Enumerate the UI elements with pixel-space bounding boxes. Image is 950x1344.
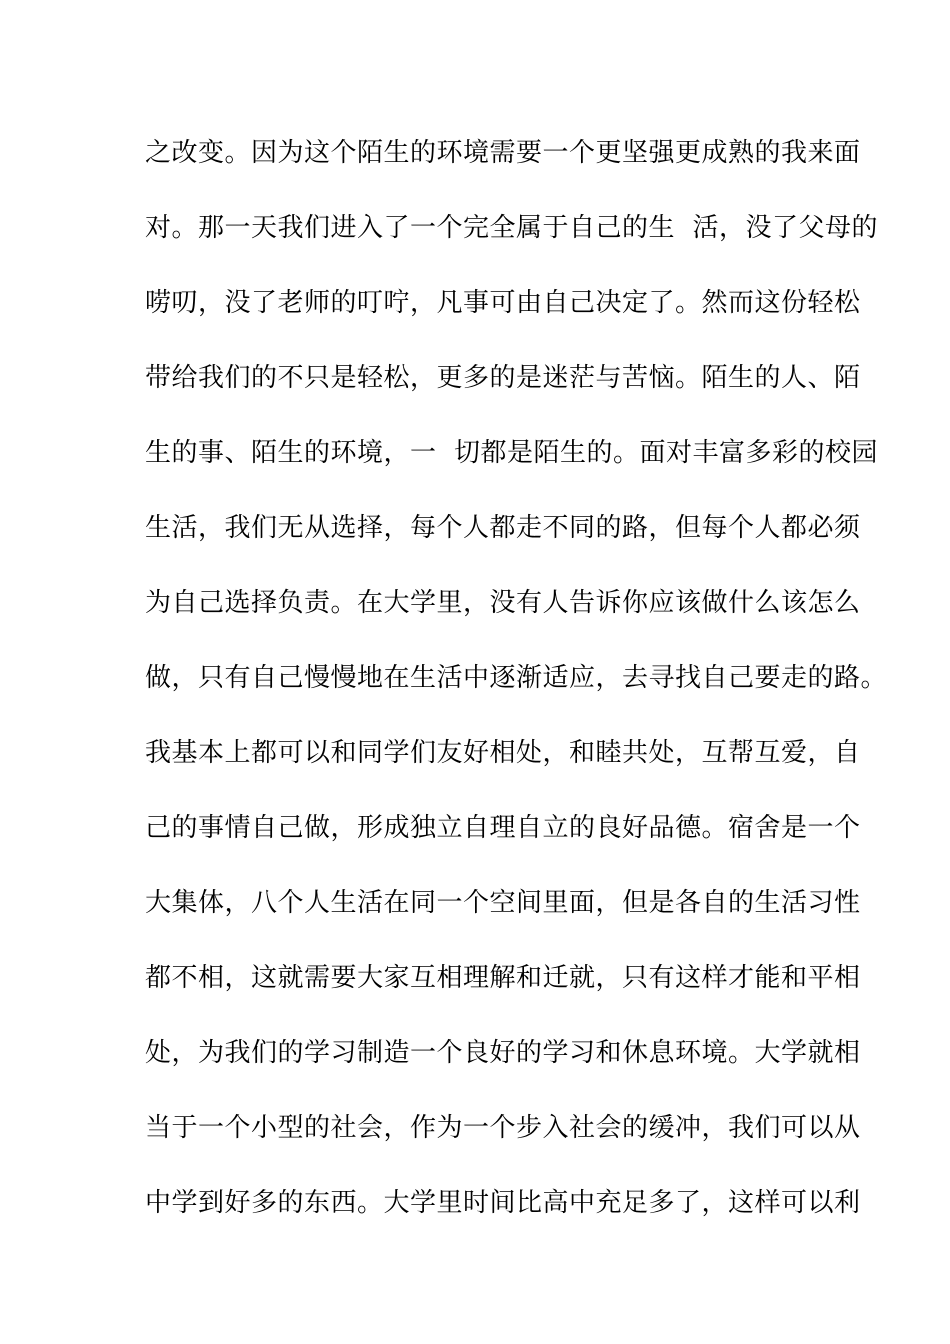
text-line-13: 处，为我们的学习制造一个良好的学习和休息环境。大学就相 [145,1038,861,1068]
text-line-14: 当于一个小型的社会，作为一个步入社会的缓冲，我们可以从 [145,1113,861,1143]
text-line-3: 唠叨，没了老师的叮咛，凡事可由自己决定了。然而这份轻松 [145,288,861,318]
text-line-8: 做，只有自己慢慢地在生活中逐渐适应，去寻找自己要走的路。 [145,663,888,693]
text-line-12: 都不相，这就需要大家互相理解和迁就，只有这样才能和平相 [145,963,861,993]
text-line-11: 大集体，八个人生活在同一个空间里面，但是各自的生活习性 [145,888,861,918]
text-line-5: 生的事、陌生的环境，一 切都是陌生的。面对丰富多彩的校园 [145,438,879,468]
text-line-1: 之改变。因为这个陌生的环境需要一个更坚强更成熟的我来面 [145,138,861,168]
text-line-6: 生活，我们无从选择，每个人都走不同的路，但每个人都必须 [145,513,861,543]
text-line-10: 己的事情自己做，形成独立自理自立的良好品德。宿舍是一个 [145,813,861,843]
text-line-2: 对。那一天我们进入了一个完全属于自己的生 活，没了父母的 [145,213,879,243]
text-line-9: 我基本上都可以和同学们友好相处，和睦共处，互帮互爱，自 [145,738,861,768]
text-line-7: 为自己选择负责。在大学里，没有人告诉你应该做什么该怎么 [145,588,861,618]
text-line-15: 中学到好多的东西。大学里时间比高中充足多了，这样可以利 [145,1188,861,1218]
body-text [145,128,888,1253]
text-line-4: 带给我们的不只是轻松，更多的是迷茫与苦恼。陌生的人、陌 [145,363,861,393]
